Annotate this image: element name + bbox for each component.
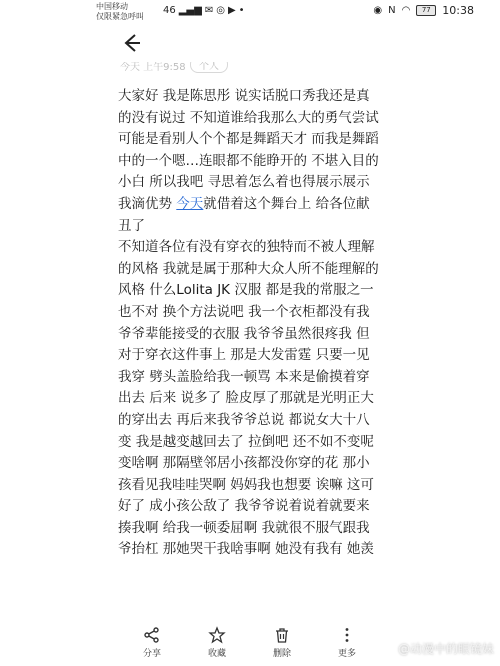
more-button[interactable] [317, 626, 377, 659]
paragraph-2: 不知道各位有没有穿衣的独特而不被人理解的风格 我就是属于那种大众人所不能理解的风格 什么Lolita JK 汉服 都是我的常服之一也不对 换个方法说吧 我一个衣柜都没有我爷爷辈能接受的衣服 我爷爷虽然很疼我 但对于穿衣这件事上 那是大发雷霆 只要一见我穿 劈头盖脸给我一顿骂 本来是偷摸着穿出去 后来 说多了 脸皮厚了那就是光明正大的穿出去 再后来我爷爷总说 都说女大十八变 我是越变越回去了 拉倒吧 还不如不变呢 变啥啊 那隔壁邻居小孩都没你穿的花 那小孩看见我哇哇哭啊 妈妈我也想要 诶嘛 这可好了 成小孩公敌了 我爷爷说着说着就要来揍我啊 给我一顿委屈啊 我就很不服气跟我爷抬杠 那她哭干我啥事啊 她没有我有 她羡 [118, 239, 379, 558]
note-date: 今天 上午9:58 [120, 62, 186, 73]
back-arrow-svg [120, 32, 142, 54]
eye-icon: ◉ [373, 5, 383, 16]
network-type: 46 [163, 5, 176, 16]
paragraph-1 [118, 86, 380, 237]
status-bar [0, 0, 500, 24]
share-button[interactable] [122, 626, 182, 659]
trash-icon [252, 626, 312, 646]
signal-icon: ▂▄▆ [178, 5, 202, 16]
carrier-status: 仅限紧急呼叫 [96, 12, 144, 21]
wifi-icon: ◠ [401, 5, 411, 16]
video-icon: ▶ [227, 5, 236, 16]
favorite-button[interactable] [187, 626, 247, 659]
watermark: @动漫中的眼镜妹 [397, 642, 494, 656]
top-bar [0, 26, 500, 62]
favorite-label: 收藏 [207, 649, 226, 659]
delete-button[interactable] [252, 626, 312, 659]
paragraph-1-text: 大家好 我是陈思彤 说实话脱口秀我还是真的没有说过 不知道谁给我那么大的勇气尝试可能是看别人个个都是舞蹈天才 而我是舞蹈中的一个嗯…连眼都不能睁开的 不堪入目的小白 所以我吧 寻思着怎么着也得展示展示我滴优势 [118, 88, 379, 212]
back-arrow-icon[interactable] [118, 32, 144, 58]
date-link[interactable]: 今天 [176, 195, 204, 212]
paragraph-1-tail: 就借着这个舞台上 给各位献丑了 [118, 195, 370, 234]
nfc-icon: N [388, 5, 396, 16]
more-dots-icon [317, 626, 377, 646]
share-icon [122, 626, 182, 646]
carrier-name: 中国移动 [96, 2, 128, 11]
star-icon [187, 626, 247, 646]
delete-label: 删除 [272, 649, 291, 659]
app-icon: ◎ [216, 5, 225, 16]
note-body[interactable] [118, 86, 380, 561]
dot-icon: • [238, 5, 245, 16]
note-meta [118, 62, 378, 76]
clock: 10:38 [442, 4, 474, 17]
more-label: 更多 [337, 649, 356, 659]
share-label: 分享 [142, 649, 161, 659]
category-chip[interactable]: 个人 [190, 62, 228, 73]
system-icons [373, 4, 474, 17]
battery-icon: 77 [416, 5, 436, 16]
message-icon: ✉ [204, 5, 214, 16]
carrier-info [96, 2, 144, 22]
network-icons [163, 5, 245, 16]
